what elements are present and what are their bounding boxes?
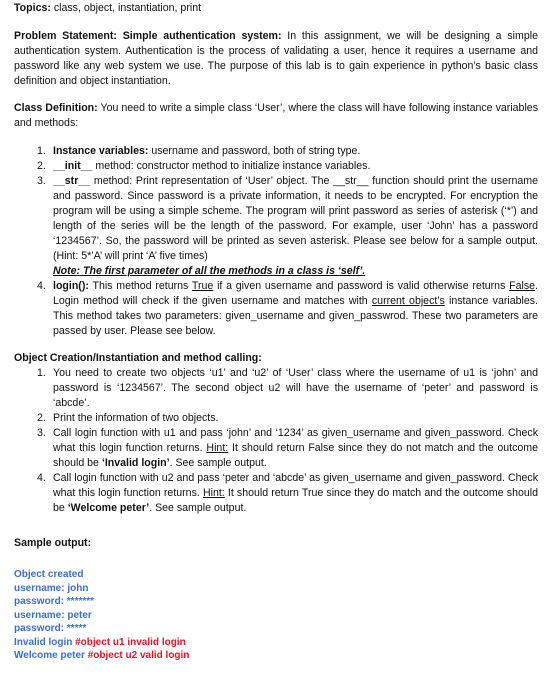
class-definition-label: Class Definition: (14, 102, 98, 114)
list-item (37, 366, 538, 411)
sample-output-block (14, 568, 538, 663)
list-item-text: . See sample output. (149, 502, 247, 514)
class-definition-text: You need to write a simple class ‘User’, where the class will have following instance variables and methods: (14, 102, 538, 129)
list-item (37, 279, 538, 339)
welcome-peter-text: ‘Welcome peter’ (67, 502, 150, 514)
hint-label: Hint: (202, 487, 225, 499)
list-number: 1. (37, 367, 46, 379)
topics-text: class, object, instantiation, print (50, 2, 202, 14)
problem-label: Problem Statement: Simple authentication system: (14, 30, 282, 42)
sample-line: username: john (14, 582, 89, 594)
sample-output-title-text: Sample output: (14, 537, 92, 549)
invalid-login-text: ‘Invalid login’ (101, 457, 170, 469)
list-number: 4. (37, 472, 46, 484)
list-item-text: Print the information of two objects. (53, 412, 219, 424)
class-definition (14, 101, 538, 131)
list-item-text: It should return True since they do match and the outcome should be (53, 487, 538, 514)
list-item (37, 411, 538, 426)
topics-label: Topics: (14, 2, 51, 14)
list-item-label: Instance variables: (53, 145, 149, 157)
problem-text: In this assignment, we will be designing a simple authentication system. Authentication is the process of validating a user, hence it requires a username and password like any web system we use. The purpose of this lab is to gain experience in python’s basic class definition and object instantiation. (14, 30, 538, 87)
list-item-text: method: Print representation of ‘User’ object. The __str__ function should print the username and password. Since password is a private information, it needs to be encrypted. For encryption the program will be using a simple scheme. The program will print password as series of asterisk (‘*’) and length of the series will be the length of the password. For example, user ‘John’ has a password ‘1234567’. So, the password will be printed as seven asterisk. Please see below for a sample output. (Hint: 5*’A’ will print ‘A’ five times) (53, 175, 538, 262)
list-item-text: This method returns (88, 280, 192, 292)
list-item-text: username and password, both of string type. (148, 145, 361, 157)
list-item (37, 471, 538, 516)
sample-comment: #object u1 invalid login (75, 636, 186, 648)
list-number: 4. (37, 280, 46, 292)
list-item-text: You need to create two objects ‘u1’ and ‘u2’ of ‘User’ class where the username of u1 is ‘john’ and password is ‘1234567’. The second object u2 will have the username of ‘peter’ and password is ‘abcde’. (53, 367, 538, 409)
self-parameter-note: Note: The first parameter of all the methods in a class is ‘self’. (53, 265, 366, 277)
list-number: 2. (37, 412, 46, 424)
sample-line: username: peter (14, 609, 92, 621)
list-item-text: instance variables. This method takes two parameters: given_username and given_passwrod. These two parameters are passed by user. Please see below. (53, 295, 538, 337)
list-item (37, 144, 538, 159)
list-item-text: It should return False since they do not match and the outcome should be (53, 442, 539, 469)
sample-output-title (14, 536, 538, 551)
hint-label: Hint: (206, 442, 229, 454)
object-section-title (14, 351, 538, 366)
sample-line: password: ***** (14, 623, 87, 634)
list-item-label: login(): (53, 280, 89, 292)
class-definition-list (37, 144, 538, 339)
topics-line (14, 1, 538, 16)
sample-line (14, 649, 538, 663)
current-object-phrase: current object’s (371, 295, 445, 307)
list-item-text: . See sample output. (169, 457, 267, 469)
sample-comment: #object u2 valid login (87, 650, 190, 661)
list-item (37, 174, 538, 279)
list-item-text: Call login function with u2 and pass ‘peter and ‘abcde’ as given_username and given_password. Check what this login function returns. (53, 472, 538, 499)
true-keyword: True (191, 280, 214, 292)
list-number: 2. (37, 160, 46, 172)
sample-line: password: ******* (14, 596, 95, 607)
object-creation-list (37, 366, 538, 516)
list-item-text: if a given username and password is valid otherwise returns (213, 280, 510, 292)
problem-statement (14, 29, 538, 89)
false-keyword: False (509, 280, 536, 292)
list-item-label: __str__ (53, 175, 91, 187)
list-number: 1. (37, 145, 46, 157)
list-item-label: __init__ (53, 160, 93, 172)
list-item-text: Call login function with u1 and pass ‘john’ and ‘1234’ as given_username and given_password. Check what this login function returns. (53, 427, 538, 454)
list-item (37, 426, 538, 471)
sample-line (14, 636, 538, 650)
list-item (37, 159, 538, 174)
list-item-text: . Login method will check if the given username and matches with (53, 280, 538, 307)
sample-line: Object created (14, 569, 84, 580)
object-section-title-text: Object Creation/Instantiation and method calling: (14, 352, 262, 364)
list-number: 3. (37, 175, 46, 187)
sample-output-text: Invalid login (14, 636, 76, 648)
document-page (14, 0, 538, 663)
list-item-text: method: constructor method to initialize instance variables. (92, 160, 371, 172)
sample-output-text: Welcome peter (14, 650, 88, 661)
list-number: 3. (37, 427, 46, 439)
